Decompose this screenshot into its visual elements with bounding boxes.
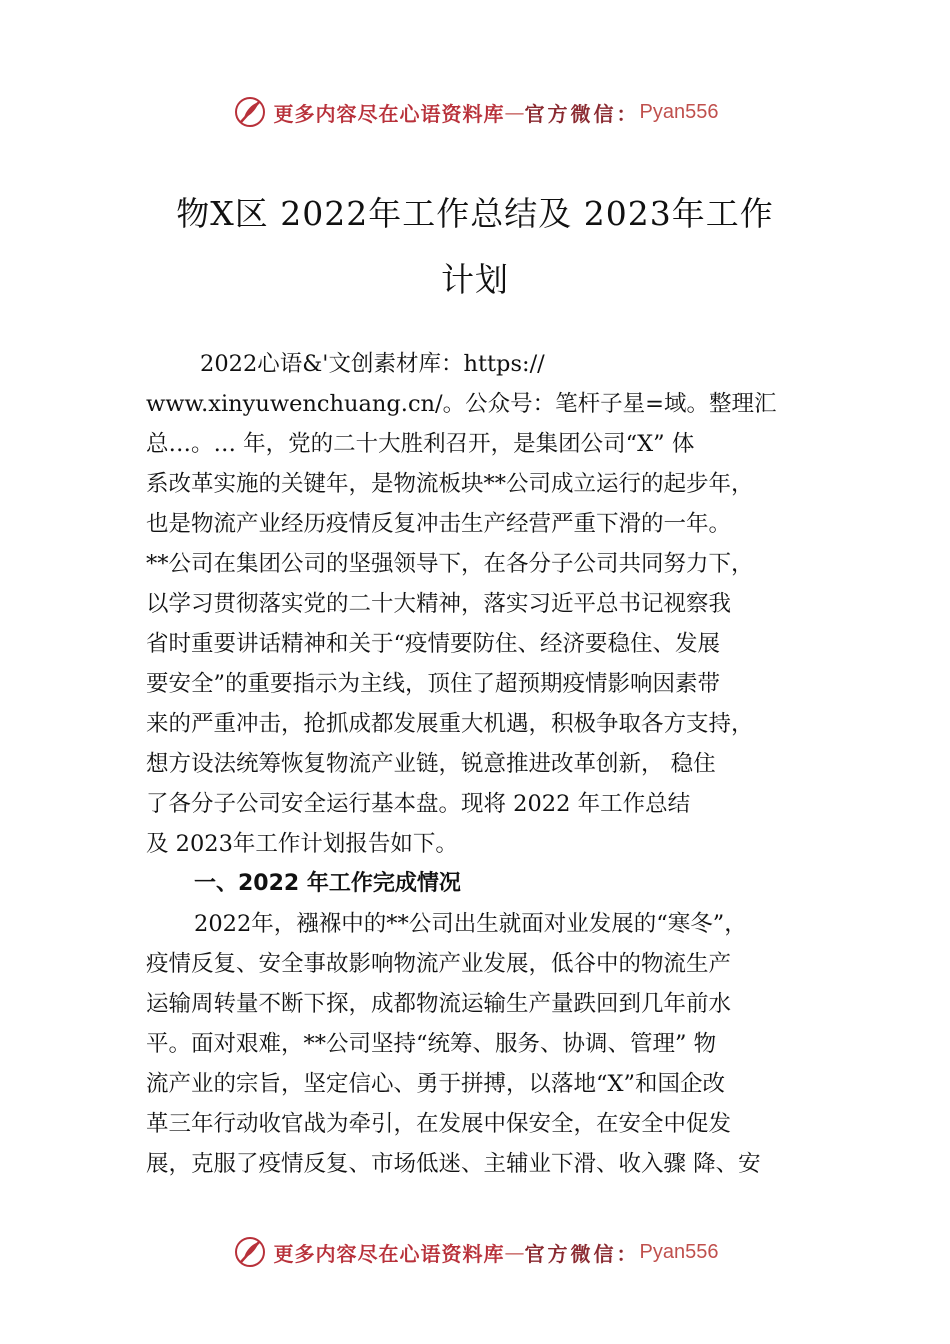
header-banner [0, 92, 950, 132]
intro-line: 省时重要讲话精神和关于“疫情要防住、经济要稳住、发展 [146, 631, 721, 657]
intro-line: **公司在集团公司的坚强领导下，在各分子公司共同努力下， [146, 551, 754, 577]
intro-line: 了各分子公司安全运行基本盘。现将 2022 年工作总结 [146, 791, 691, 817]
intro-line: 要安全”的重要指示为主线，顶住了超预期疫情影响因素带 [146, 671, 721, 697]
section-heading: 一、2022 年工作完成情况 [194, 871, 461, 896]
section-line: 疫情反复、安全事故影响物流产业发展，低谷中的物流生产 [146, 951, 732, 977]
document-title-line-1: 物X区 2022年工作总结及 2023年工作 [176, 194, 774, 233]
section-line: 运输周转量不断下探，成都物流运输生产量跌回到几年前水 [146, 991, 732, 1017]
intro-line: 系改革实施的关键年，是物流板块**公司成立运行的起步年， [146, 471, 754, 497]
section-line: 革三年行动收官战为牵引，在发展中保安全，在安全中促发 [146, 1111, 732, 1137]
document-title-line-2: 计划 [441, 260, 509, 299]
banner-red-text: 更多内容尽在心语资料库 [273, 101, 505, 126]
feather-pen-logo-icon [232, 1234, 268, 1270]
intro-line: 2022心语&'文创素材库：https:// [200, 351, 545, 377]
banner-wechat-id: Pyan556 [639, 100, 719, 123]
intro-line: 及 2023年工作计划报告如下。 [146, 831, 458, 857]
feather-pen-logo-icon [232, 94, 268, 130]
banner-dash: — [504, 1240, 525, 1264]
banner-wechat-label: 官方微信： [524, 101, 640, 126]
banner-red-text: 更多内容尽在心语资料库 [273, 1241, 505, 1266]
intro-line: 总…。… 年，党的二十大胜利召开，是集团公司“X” 体 [146, 431, 695, 457]
intro-line: 想方设法统筹恢复物流产业链，锐意推进改革创新， 稳住 [146, 751, 716, 777]
section-line: 2022年，襁褓中的**公司出生就面对业发展的“寒冬”， [194, 911, 747, 937]
banner-wechat-label: 官方微信： [524, 1241, 640, 1266]
section-line: 展，克服了疫情反复、市场低迷、主辅业下滑、收入骤 降、安 [146, 1151, 761, 1177]
intro-line: www.xinyuwenchuang.cn/。公众号：笔杆子星=域。整理汇 [146, 391, 777, 417]
footer-banner [0, 1232, 950, 1272]
intro-line: 也是物流产业经历疫情反复冲击生产经营严重下滑的一年。 [146, 511, 732, 537]
intro-line: 以学习贯彻落实党的二十大精神，落实习近平总书记视察我 [146, 591, 732, 617]
section-line: 平。面对艰难，**公司坚持“统筹、服务、协调、管理” 物 [146, 1031, 717, 1057]
intro-line: 来的严重冲击，抢抓成都发展重大机遇，积极争取各方支持， [146, 711, 754, 737]
section-line: 流产业的宗旨，坚定信心、勇于拼搏，以落地“X”和国企改 [146, 1071, 726, 1097]
banner-dash: — [504, 100, 525, 124]
banner-wechat-id: Pyan556 [639, 1240, 719, 1263]
